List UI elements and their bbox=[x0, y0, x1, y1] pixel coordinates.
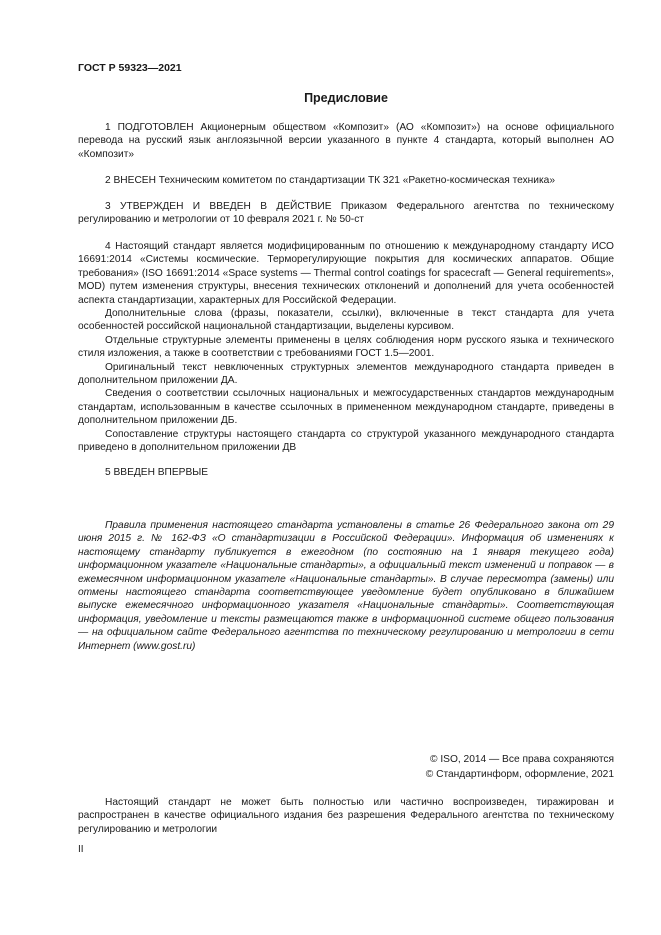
reproduction-notice bbox=[78, 796, 614, 836]
page-number: II bbox=[78, 844, 84, 855]
reproduction-notice-text: Настоящий стандарт не может быть полностью или частично воспроизведен, тиражирован и распространен в качестве официального издания без разрешения Федерального агентства по техническому регулированию и метрологии bbox=[78, 797, 614, 835]
item-1 bbox=[78, 121, 614, 161]
item-1-text: 1 ПОДГОТОВЛЕН Акционерным обществом «Композит» (АО «Композит») на основе официального перевода на русский язык англоязычной версии указанного в пункте 4 стандарта, который выполнен АО «Композит» bbox=[78, 122, 614, 160]
copyright-block bbox=[78, 752, 614, 782]
application-rules-text: Правила применения настоящего стандарта установлены в статье 26 Федерального закона от 29 июня 2015 г. № 162-ФЗ «О стандартизации в Российской Федерации». Информация об изменениях к настоящему стандарту публикуется в ежегодном (по состоянию на 1 января текущего года) информационном указателе «Национальные стандарты», а официальный текст изменений и поправок — в ежемесячном информационном указателе «Национальные стандарты». В случае пересмотра (замены) или отмены настоящего стандарта соответствующее уведомление будет опубликовано в ближайшем выпуске ежемесячного информационного указателя «Национальные стандарты». Соответствующая информация, уведомление и тексты размещаются также в информационной системе общего пользования — на официальном сайте Федерального агентства по техническому регулированию и метрологии в сети Интернет (www.gost.ru) bbox=[78, 520, 614, 652]
item-2 bbox=[78, 174, 614, 187]
item-2-text: 2 ВНЕСЕН Техническим комитетом по стандартизации ТК 321 «Ракетно-космическая техника» bbox=[105, 175, 555, 186]
copyright-iso: © ISO, 2014 — Все права сохраняются bbox=[430, 754, 614, 765]
item-4-italic-note: Дополнительные слова (фразы, показатели, ссылки), включенные в текст стандарта для учета особенностей российской национальной стандартизации, выделены курсивом. bbox=[78, 308, 614, 333]
item-4-structure-note: Отдельные структурные элементы применены в целях соблюдения норм русского языка и технического стиля изложения, а также в соответствии с требованиями ГОСТ 1.5—2001. bbox=[78, 334, 614, 360]
item-5 bbox=[78, 466, 614, 479]
item-4-annex-db-note: Сведения о соответствии ссылочных национальных и межгосударственных стандартов международным стандартам, использованным в качестве ссылочных в примененном международном стандарте, приведены в дополнительном приложении ДБ. bbox=[78, 388, 614, 427]
item-5-text: 5 ВВЕДЕН ВПЕРВЫЕ bbox=[105, 467, 209, 478]
page-title: Предисловие bbox=[304, 91, 388, 105]
copyright-standartinform: © Стандартинформ, оформление, 2021 bbox=[425, 769, 614, 780]
document-page bbox=[78, 0, 614, 935]
item-4-text: 4 Настоящий стандарт является модифицированным по отношению к международному стандарту ИСО 16691:2014 «Системы космические. Терморегулирующие покрытия для космических аппаратов. Общие требования» (ISO 16691:2014 «Space systems — Thermal control coatings for spacecraft — General requirements», MOD) путем изменения структуры, внесения технических отклонений и дополнений для учета особенностей аспекта стандартизации, характерных для Российской Федерации. bbox=[78, 241, 614, 306]
item-4-annex-dv-note: Сопоставление структуры настоящего стандарта со структурой указанного международного стандарта приведено в дополнительном приложении ДВ bbox=[78, 428, 614, 454]
item-4 bbox=[78, 240, 614, 455]
item-4-annex-da-note: Оригинальный текст невключенных структурных элементов международного стандарта приведен в дополнительном приложении ДА. bbox=[78, 361, 614, 387]
item-3-text: 3 УТВЕРЖДЕН И ВВЕДЕН В ДЕЙСТВИЕ Приказом Федерального агентства по техническому регулированию и метрологии от 10 февраля 2021 г. № 50-ст bbox=[78, 201, 614, 226]
item-3 bbox=[78, 200, 614, 227]
application-rules-notice bbox=[78, 519, 614, 653]
standard-code-header: ГОСТ Р 59323—2021 bbox=[78, 62, 182, 74]
